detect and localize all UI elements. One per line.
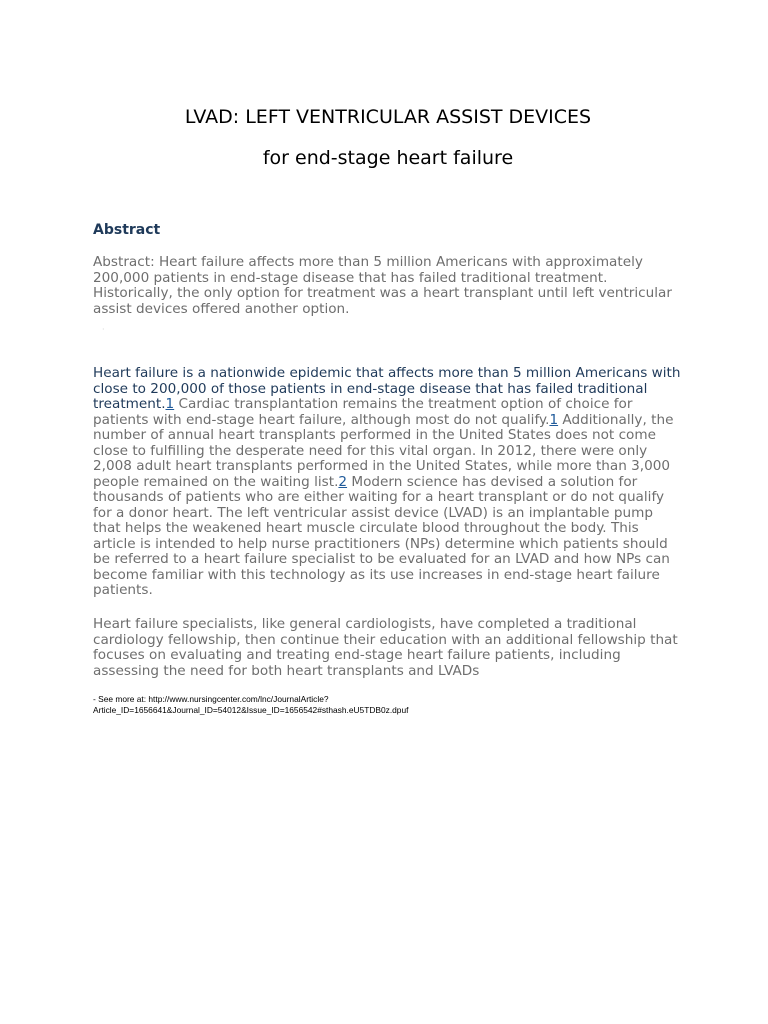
source-line-1: - See more at: http://www.nursingcenter.com/lnc/JournalArticle? bbox=[93, 694, 329, 704]
source-line-2: Article_ID=1656641&Journal_ID=54012&Issue_ID=1656542#sthash.eU5TDB0z.dpuf bbox=[93, 705, 409, 715]
paragraph-text-3: Additionally, the number of annual heart transplants performed in the United States does not come close to fulfilling the desperate need for this vital organ. In 2012, there were only 2,008 adult heart transplants performed in the United States, while more than 3,000 people remained on the waiting list. bbox=[93, 411, 674, 490]
reference-link-2[interactable]: 2 bbox=[338, 473, 348, 490]
abstract-heading: Abstract bbox=[93, 222, 161, 238]
body-paragraph-2: Heart failure specialists, like general cardiologists, have completed a traditional cardiology fellowship, then continue their education with an additional fellowship that focuses on evaluating and treating end-stage heart failure patients, including assessing the need for both heart transplants and LVADs bbox=[93, 616, 678, 679]
abstract-text: Abstract: Heart failure affects more than 5 million Americans with approximately 200,000 patients in end-stage disease that has failed traditional treatment. Historically, the only option for treatment was a heart transplant until left ventricular assist devices offered another option. bbox=[93, 254, 672, 317]
reference-link-1b[interactable]: 1 bbox=[549, 411, 559, 428]
paragraph-lead: Heart failure is a nationwide epidemic that affects more than 5 million Americans with close to 200,000 of those patients in end-stage disease that has failed traditional treatment. bbox=[93, 365, 681, 412]
document-subtitle: for end-stage heart failure bbox=[262, 147, 514, 169]
body-paragraph-1 bbox=[93, 366, 683, 599]
paragraph-text-4: Modern science has devised a solution for thousands of patients who are either waiting for a heart transplant or do not qualify for a donor heart. The left ventricular assist device (LVAD) is an implantable pump that helps the weakened heart muscle circulate blood throughout the body. This article is intended to help nurse practitioners (NPs) determine which patients should be referred to a heart failure specialist to be evaluated for an LVAD and how NPs can become familiar with this technology as its use increases in end-stage heart failure patients. bbox=[93, 473, 670, 598]
stray-mark: · bbox=[102, 325, 105, 334]
paragraph-text-2: Cardiac transplantation remains the treatment option of choice for patients with end-stage heart failure, although most do not qualify. bbox=[93, 396, 633, 428]
document-title: LVAD: LEFT VENTRICULAR ASSIST DEVICES bbox=[184, 106, 592, 128]
reference-link-1[interactable]: 1 bbox=[165, 396, 175, 412]
source-citation bbox=[93, 694, 683, 716]
